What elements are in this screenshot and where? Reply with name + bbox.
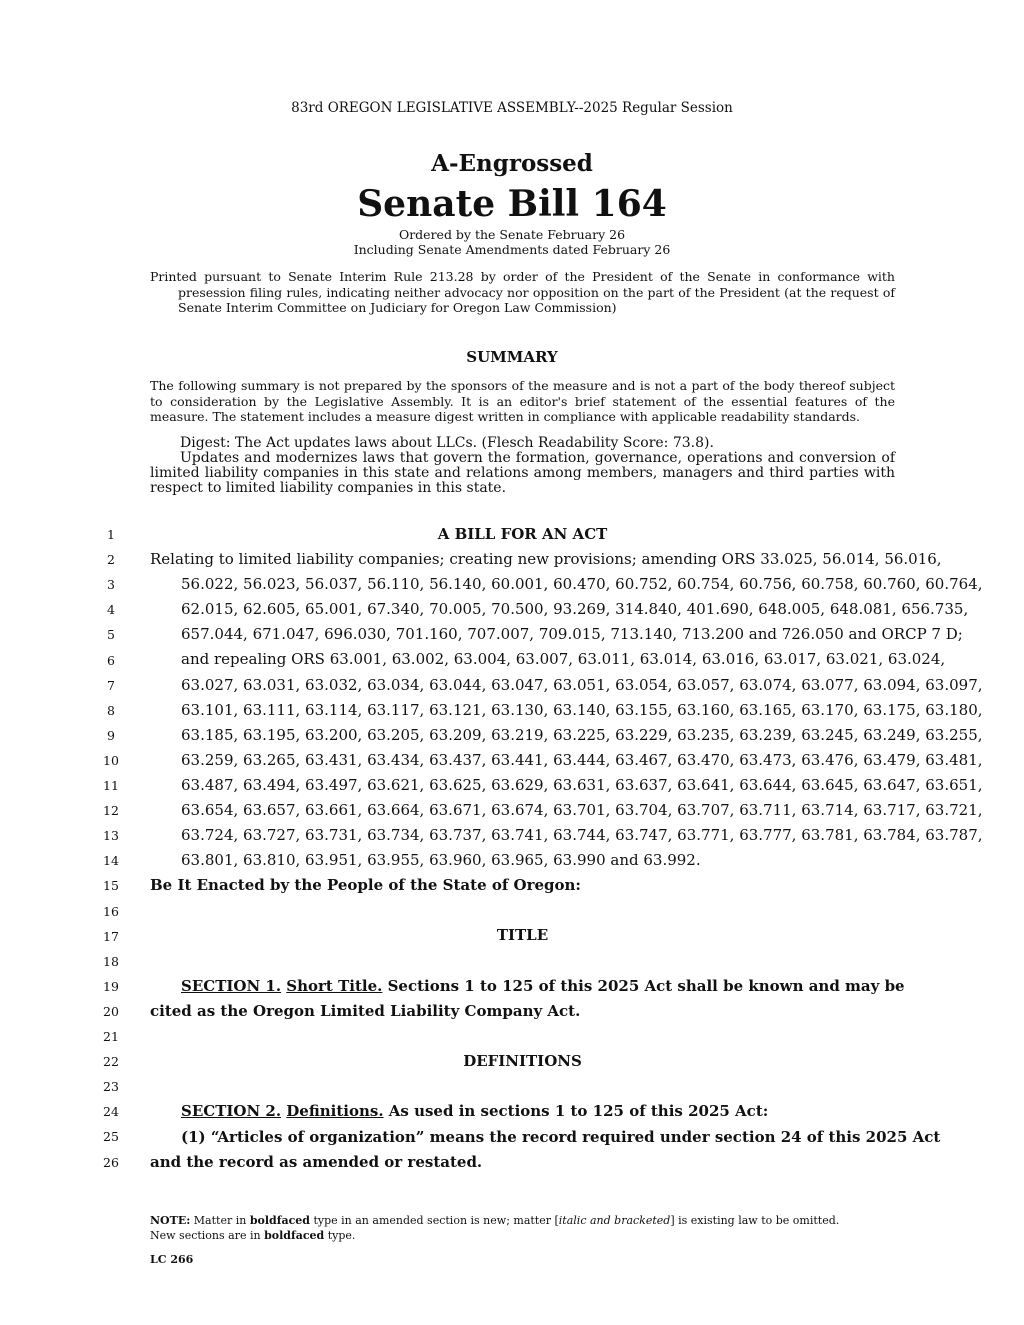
footer-note-line-1	[150, 1213, 895, 1228]
relating-line: Relating to limited liability companies; creating new provisions; amending ORS 33.025, 56.014, 56.016,	[150, 550, 942, 568]
ordered-line-1: Ordered by the Senate February 26	[398, 227, 626, 242]
ordered-line-2: Including Senate Amendments dated February 26	[353, 241, 671, 257]
line-number: 1	[107, 527, 115, 542]
line-number: 5	[107, 627, 115, 643]
relating-line: 63.259, 63.265, 63.431, 63.434, 63.437, 63.441, 63.444, 63.467, 63.470, 63.473, 63.476, 63.479, 63.481,	[181, 750, 983, 769]
line-number: 4	[107, 602, 115, 618]
section-1-label: SECTION 1.	[181, 977, 282, 995]
section-2-text: As used in sections 1 to 125 of this 2025 Act:	[388, 1102, 769, 1120]
printed-notice: Printed pursuant to Senate Interim Rule 213.28 by order of the President of the Senate in conformance with presession filing rules, indicating neither advocacy nor opposition on the part of the President (at the request of Senate Interim Committee on Judiciary for Oregon Law Commission)	[150, 269, 895, 315]
line-number: 26	[103, 1154, 119, 1170]
line-number: 14	[103, 853, 119, 869]
section-2-caption: Definitions.	[286, 1102, 384, 1120]
definition-1-line-2: and the record as amended or restated.	[150, 1153, 483, 1171]
section-2-line	[181, 1102, 895, 1120]
line-number: 22	[103, 1054, 119, 1070]
bill-version: A-Engrossed	[431, 150, 593, 177]
line-number: 18	[103, 953, 119, 969]
section-1-line-2: cited as the Oregon Limited Liability Company Act.	[150, 1002, 581, 1020]
line-number: 25	[103, 1129, 119, 1145]
relating-line: 62.015, 62.605, 65.001, 67.340, 70.005, 70.500, 93.269, 314.840, 401.690, 648.005, 648.081, 656.735,	[181, 600, 969, 619]
relating-line: and repealing ORS 63.001, 63.002, 63.004, 63.007, 63.011, 63.014, 63.016, 63.017, 63.021, 63.024,	[181, 650, 946, 669]
line-number: 17	[103, 928, 119, 944]
summary-description: Updates and modernizes laws that govern the formation, governance, operations and conversion of limited liability companies in this state and relations among members, managers and third parties with respect to limited liability companies in this state.	[150, 450, 895, 496]
summary-digest: Digest: The Act updates laws about LLCs. (Flesch Readability Score: 73.8).	[180, 435, 714, 451]
line-number: 21	[103, 1029, 119, 1044]
line-number: 13	[103, 828, 119, 844]
note-text-3: ] is existing law to be omitted.	[670, 1214, 840, 1227]
ordered-by	[0, 228, 1024, 257]
relating-line: 63.027, 63.031, 63.032, 63.034, 63.044, 63.047, 63.051, 63.054, 63.057, 63.074, 63.077, 63.094, 63.097,	[181, 675, 983, 694]
line-number: 15	[103, 878, 119, 894]
note-text-1: Matter in	[193, 1214, 247, 1227]
note-italic: italic and bracketed	[558, 1214, 671, 1227]
line-number: 12	[103, 803, 119, 819]
relating-line: 63.724, 63.727, 63.731, 63.734, 63.737, 63.741, 63.744, 63.747, 63.771, 63.777, 63.781, 63.784, 63.787,	[181, 826, 983, 845]
relating-line: 657.044, 671.047, 696.030, 701.160, 707.007, 709.015, 713.140, 713.200 and 726.050 and ORCP 7 D;	[181, 625, 963, 644]
summary-heading: SUMMARY	[466, 348, 558, 366]
footer-note	[150, 1213, 895, 1243]
line-number: 9	[107, 727, 115, 743]
section-2-label: SECTION 2.	[181, 1102, 282, 1120]
line-number: 23	[103, 1079, 119, 1095]
line-number: 3	[107, 577, 115, 593]
enacting-clause: Be It Enacted by the People of the State of Oregon:	[150, 876, 581, 894]
note-label: NOTE:	[150, 1214, 191, 1227]
definitions-heading: DEFINITIONS	[463, 1052, 582, 1070]
footer-note-line-2	[150, 1228, 895, 1243]
section-1-line-1	[181, 977, 905, 995]
lc-number: LC 266	[150, 1253, 194, 1266]
title-heading: TITLE	[496, 926, 549, 944]
note-text-2: type in an amended section is new; matter [	[313, 1214, 559, 1227]
relating-line: 63.487, 63.494, 63.497, 63.621, 63.625, 63.629, 63.631, 63.637, 63.641, 63.644, 63.645, 63.647, 63.651,	[181, 775, 983, 794]
note-text-4: New sections are in	[150, 1229, 261, 1242]
session-header: 83rd OREGON LEGISLATIVE ASSEMBLY--2025 Regular Session	[291, 100, 733, 116]
line-number: 24	[103, 1104, 119, 1120]
line-number: 7	[107, 677, 115, 693]
bill-title: Senate Bill 164	[357, 183, 667, 225]
relating-line: 63.185, 63.195, 63.200, 63.205, 63.209, 63.219, 63.225, 63.229, 63.235, 63.239, 63.245, 63.249, 63.255,	[181, 725, 983, 744]
section-1-caption: Short Title.	[286, 977, 383, 995]
line-number: 20	[103, 1003, 119, 1019]
relating-line: 63.101, 63.111, 63.114, 63.117, 63.121, 63.130, 63.140, 63.155, 63.160, 63.165, 63.170, 63.175, 63.180,	[181, 700, 983, 719]
line-number: 19	[103, 978, 119, 994]
line-number: 11	[103, 778, 119, 793]
line-number: 2	[107, 552, 115, 568]
relating-line: 56.022, 56.023, 56.037, 56.110, 56.140, 60.001, 60.470, 60.752, 60.754, 60.756, 60.758, 60.760, 60.764,	[181, 575, 983, 594]
note-text-5: type.	[327, 1229, 356, 1242]
line-number: 6	[107, 652, 115, 668]
section-1-text-1: Sections 1 to 125 of this 2025 Act shall be known and may be	[387, 977, 905, 995]
note-bold-1: boldfaced	[249, 1214, 310, 1227]
summary-intro: The following summary is not prepared by the sponsors of the measure and is not a part of the body thereof subject to consideration by the Legislative Assembly. It is an editor's brief statement of the essential features of the measure. The statement includes a measure digest written in compliance with applicable readability standards.	[150, 378, 895, 424]
line-number: 16	[103, 903, 119, 919]
note-bold-2: boldfaced	[264, 1229, 325, 1242]
line-number: 8	[107, 702, 115, 718]
summary-digest-block	[150, 436, 895, 496]
line-number: 10	[103, 752, 119, 768]
bill-heading: A BILL FOR AN ACT	[437, 525, 608, 543]
definition-1-line-1: (1) “Articles of organization” means the record required under section 24 of this 2025 Act	[181, 1128, 941, 1146]
relating-line: 63.654, 63.657, 63.661, 63.664, 63.671, 63.674, 63.701, 63.704, 63.707, 63.711, 63.714, 63.717, 63.721,	[181, 801, 983, 819]
relating-line: 63.801, 63.810, 63.951, 63.955, 63.960, 63.965, 63.990 and 63.992.	[181, 851, 701, 870]
